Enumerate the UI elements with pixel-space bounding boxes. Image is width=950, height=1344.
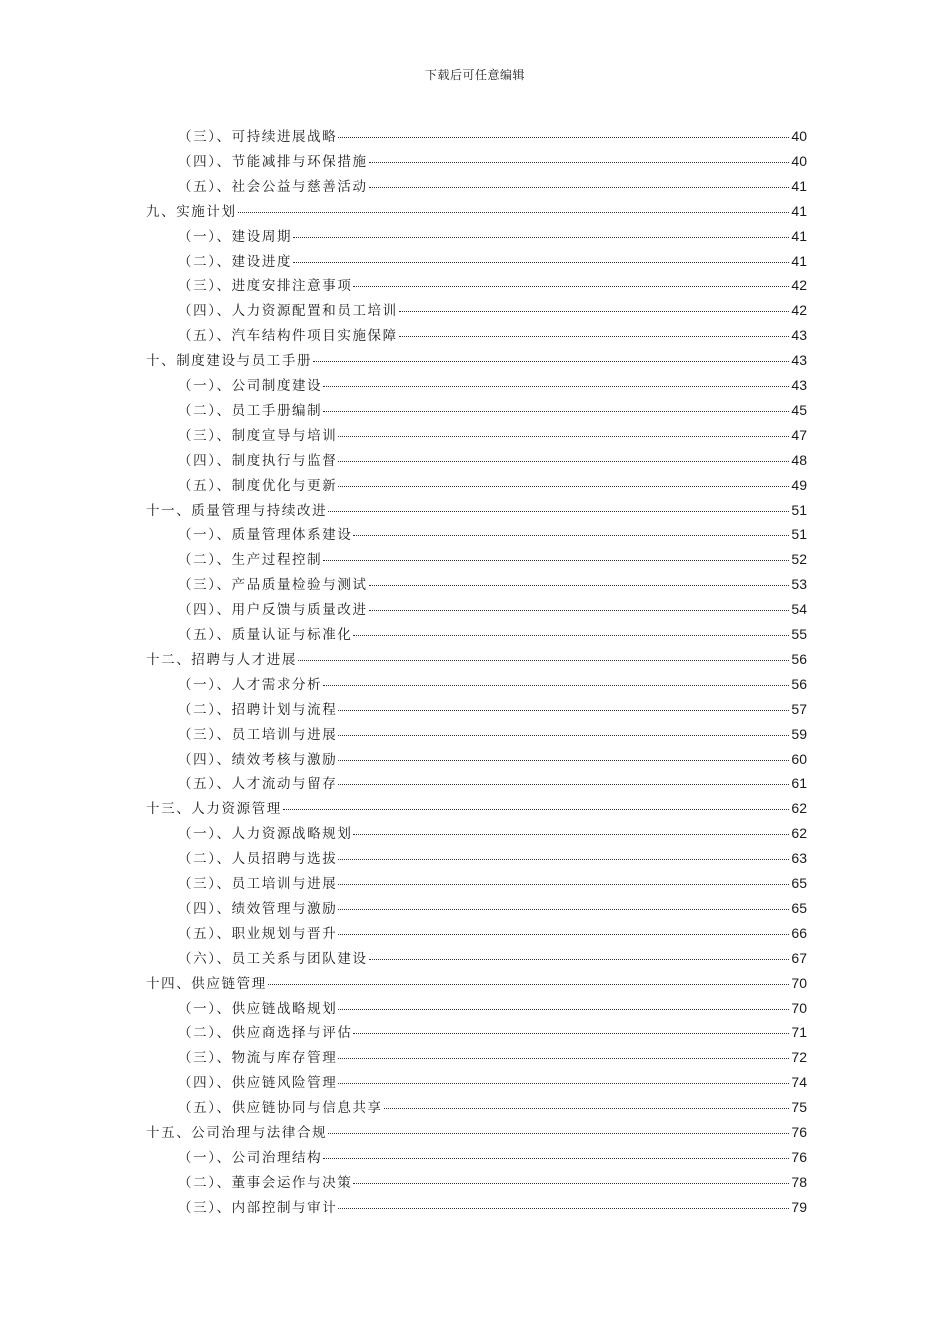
- toc-dot-leader: [353, 286, 789, 287]
- toc-section-entry[interactable]: [178, 873, 807, 893]
- toc-section-entry[interactable]: [178, 724, 807, 744]
- toc-page-number: 57: [791, 700, 807, 717]
- toc-chapter-entry[interactable]: [146, 973, 807, 993]
- toc-dot-leader: [338, 859, 789, 860]
- toc-page-number: 75: [791, 1099, 807, 1116]
- toc-page-number: 56: [791, 675, 807, 692]
- toc-chapter-entry[interactable]: [146, 798, 807, 818]
- toc-section-entry[interactable]: [178, 1147, 807, 1167]
- toc-page-number: 66: [791, 924, 807, 941]
- toc-section-entry[interactable]: [178, 1022, 807, 1042]
- toc-section-entry[interactable]: [178, 848, 807, 868]
- toc-page-number: 78: [791, 1173, 807, 1190]
- toc-chapter-entry[interactable]: [146, 1122, 807, 1142]
- toc-entry-label: （一）、公司制度建设: [178, 378, 323, 394]
- toc-page-number: 60: [791, 750, 807, 767]
- toc-page-number: 76: [791, 1124, 807, 1140]
- toc-page-number: 79: [791, 1198, 807, 1215]
- toc-dot-leader: [338, 486, 789, 487]
- toc-page-number: 41: [791, 227, 807, 244]
- toc-section-entry[interactable]: [178, 251, 807, 271]
- toc-page-number: 67: [791, 949, 807, 966]
- toc-dot-leader: [353, 1033, 789, 1034]
- toc-page-number: 70: [791, 999, 807, 1016]
- toc-section-entry[interactable]: [178, 524, 807, 544]
- toc-dot-leader: [338, 934, 789, 935]
- toc-dot-leader: [338, 436, 789, 437]
- toc-section-entry[interactable]: [178, 275, 807, 295]
- toc-page-number: 62: [791, 825, 807, 842]
- toc-entry-label: （四）、制度执行与监督: [178, 452, 338, 469]
- toc-entry-label: 十五、公司治理与法律合规: [146, 1125, 328, 1141]
- toc-entry-label: （四）、绩效考核与激励: [178, 751, 338, 768]
- toc-section-entry[interactable]: [178, 450, 807, 470]
- toc-dot-leader: [298, 660, 789, 661]
- toc-page-number: 51: [791, 526, 807, 543]
- toc-dot-leader: [338, 884, 789, 885]
- toc-section-entry[interactable]: [178, 1197, 807, 1217]
- toc-entry-label: （一）、人力资源战略规划: [178, 826, 353, 843]
- toc-section-entry[interactable]: [178, 151, 807, 171]
- toc-section-entry[interactable]: [178, 599, 807, 619]
- toc-dot-leader: [338, 710, 789, 711]
- toc-dot-leader: [338, 1009, 789, 1010]
- toc-entry-label: （二）、建设进度: [178, 253, 293, 270]
- toc-section-entry[interactable]: [178, 475, 807, 495]
- toc-section-entry[interactable]: [178, 998, 807, 1018]
- toc-section-entry[interactable]: [178, 375, 807, 395]
- toc-page-number: 72: [791, 1049, 807, 1066]
- toc-page-number: 74: [791, 1074, 807, 1091]
- toc-page-number: 40: [791, 152, 807, 169]
- toc-page-number: 45: [791, 401, 807, 418]
- toc-entry-label: （六）、员工关系与团队建设: [178, 950, 368, 967]
- toc-page-number: 76: [791, 1148, 807, 1165]
- toc-section-entry[interactable]: [178, 823, 807, 843]
- toc-dot-leader: [384, 1108, 790, 1109]
- toc-entry-label: （一）、供应链战略规划: [178, 1000, 338, 1017]
- toc-page-number: 65: [791, 875, 807, 891]
- toc-entry-label: （五）、供应链协同与信息共享: [178, 1100, 383, 1117]
- toc-entry-label: 十一、质量管理与持续改进: [146, 502, 328, 519]
- toc-dot-leader: [293, 237, 789, 238]
- toc-entry-label: 十、制度建设与员工手册: [146, 353, 313, 370]
- toc-page-number: 40: [791, 128, 807, 144]
- toc-entry-label: （三）、可持续进展战略: [178, 129, 338, 145]
- toc-page-number: 42: [791, 277, 807, 294]
- toc-entry-label: 九、实施计划: [146, 203, 237, 220]
- toc-page-number: 55: [791, 626, 807, 642]
- toc-page-number: 54: [791, 601, 807, 618]
- toc-dot-leader: [293, 262, 789, 263]
- toc-entry-label: （四）、供应链风险管理: [178, 1075, 338, 1092]
- toc-chapter-entry[interactable]: [146, 350, 807, 370]
- toc-page-number: 71: [791, 1024, 807, 1041]
- toc-page-number: 43: [791, 352, 807, 369]
- toc-section-entry[interactable]: [178, 325, 807, 345]
- toc-dot-leader: [328, 1133, 789, 1134]
- toc-entry-label: （四）、绩效管理与激励: [178, 900, 338, 917]
- toc-chapter-entry[interactable]: [146, 201, 807, 221]
- toc-entry-label: （三）、产品质量检验与测试: [178, 577, 368, 594]
- toc-chapter-entry[interactable]: [146, 649, 807, 669]
- toc-entry-label: （一）、人才需求分析: [178, 676, 323, 693]
- toc-dot-leader: [313, 361, 789, 362]
- toc-entry-label: （四）、节能减排与环保措施: [178, 153, 368, 170]
- toc-section-entry[interactable]: [178, 126, 807, 146]
- toc-dot-leader: [323, 386, 789, 387]
- toc-entry-label: （五）、职业规划与晋升: [178, 925, 338, 942]
- toc-dot-leader: [369, 187, 790, 188]
- toc-section-entry[interactable]: [178, 176, 807, 196]
- toc-section-entry[interactable]: [178, 674, 807, 694]
- toc-section-entry[interactable]: [178, 574, 807, 594]
- toc-entry-label: （四）、用户反馈与质量改进: [178, 602, 368, 619]
- toc-dot-leader: [338, 1208, 789, 1209]
- toc-entry-label: （三）、进度安排注意事项: [178, 278, 353, 295]
- toc-entry-label: （一）、公司治理结构: [178, 1149, 323, 1166]
- toc-dot-leader: [338, 909, 789, 910]
- toc-dot-leader: [338, 784, 789, 785]
- toc-entry-label: （五）、质量认证与标准化: [178, 627, 353, 643]
- toc-entry-label: （三）、物流与库存管理: [178, 1050, 338, 1067]
- toc-dot-leader: [338, 1083, 789, 1084]
- toc-dot-leader: [369, 610, 790, 611]
- toc-page-number: 62: [791, 800, 807, 817]
- toc-page-number: 61: [791, 775, 807, 792]
- toc-page-number: 63: [791, 850, 807, 867]
- toc-page-number: 41: [791, 177, 807, 194]
- toc-page-number: 42: [791, 302, 807, 319]
- toc-page-number: 47: [791, 426, 807, 443]
- toc-section-entry[interactable]: [178, 948, 807, 968]
- toc-section-entry[interactable]: [178, 749, 807, 769]
- toc-chapter-entry[interactable]: [146, 500, 807, 520]
- toc-entry-label: 十三、人力资源管理: [146, 801, 282, 818]
- toc-dot-leader: [338, 461, 789, 462]
- toc-entry-label: （三）、员工培训与进展: [178, 726, 338, 743]
- page-header: 下载后可任意编辑: [424, 68, 525, 82]
- toc-dot-leader: [353, 834, 789, 835]
- toc-section-entry[interactable]: [178, 699, 807, 719]
- toc-page-number: 49: [791, 476, 807, 493]
- toc-page-number: 59: [791, 725, 807, 742]
- toc-dot-leader: [369, 585, 790, 586]
- toc-page-number: 65: [791, 899, 807, 916]
- toc-dot-leader: [338, 735, 789, 736]
- toc-page-number: 56: [791, 650, 807, 667]
- toc-section-entry[interactable]: [178, 1097, 807, 1117]
- toc-section-entry[interactable]: [178, 923, 807, 943]
- toc-page-number: 52: [791, 551, 807, 568]
- toc-entry-label: （五）、汽车结构件项目实施保障: [178, 328, 398, 345]
- toc-section-entry[interactable]: [178, 773, 807, 793]
- toc-section-entry[interactable]: [178, 300, 807, 320]
- toc-entry-label: （二）、员工手册编制: [178, 402, 323, 419]
- toc-section-entry[interactable]: [178, 624, 807, 644]
- toc-entry-label: （五）、制度优化与更新: [178, 477, 338, 494]
- toc-entry-label: （二）、董事会运作与决策: [178, 1174, 353, 1191]
- toc-dot-leader: [399, 336, 790, 337]
- toc-dot-leader: [353, 535, 789, 536]
- toc-dot-leader: [338, 1058, 789, 1059]
- toc-entry-label: 十四、供应链管理: [146, 975, 267, 992]
- toc-entry-label: （四）、人力资源配置和员工培训: [178, 303, 398, 320]
- toc-entry-label: （三）、员工培训与进展: [178, 876, 338, 892]
- toc-entry-label: （二）、招聘计划与流程: [178, 701, 338, 718]
- toc-dot-leader: [323, 411, 789, 412]
- toc-entry-label: （二）、供应商选择与评估: [178, 1025, 353, 1042]
- toc-entry-label: （三）、制度宣导与培训: [178, 427, 338, 444]
- toc-page-number: 53: [791, 576, 807, 593]
- toc-dot-leader: [369, 959, 790, 960]
- toc-page-number: 41: [791, 252, 807, 269]
- toc-entry-label: （二）、生产过程控制: [178, 552, 323, 569]
- toc-page-number: 43: [791, 327, 807, 344]
- toc-page-number: 70: [791, 974, 807, 991]
- toc-dot-leader: [338, 137, 789, 138]
- toc-entry-label: （五）、人才流动与留存: [178, 776, 338, 793]
- toc-dot-leader: [323, 685, 789, 686]
- toc-dot-leader: [353, 635, 789, 636]
- toc-dot-leader: [338, 760, 789, 761]
- toc-dot-leader: [328, 511, 789, 512]
- toc-dot-leader: [323, 560, 789, 561]
- toc-entry-label: （一）、质量管理体系建设: [178, 527, 353, 544]
- toc-dot-leader: [323, 1158, 789, 1159]
- toc-section-entry[interactable]: [178, 400, 807, 420]
- toc-dot-leader: [353, 1183, 789, 1184]
- toc-dot-leader: [238, 212, 790, 213]
- toc-section-entry[interactable]: [178, 226, 807, 246]
- toc-page-number: 48: [791, 451, 807, 468]
- toc-page-number: 51: [791, 501, 807, 518]
- toc-page-number: 43: [791, 377, 807, 393]
- toc-dot-leader: [268, 984, 790, 985]
- toc-page-number: 41: [791, 202, 807, 219]
- toc-section-entry[interactable]: [178, 1172, 807, 1192]
- toc-section-entry[interactable]: [178, 1047, 807, 1067]
- toc-section-entry[interactable]: [178, 1072, 807, 1092]
- toc-section-entry[interactable]: [178, 425, 807, 445]
- toc-section-entry[interactable]: [178, 898, 807, 918]
- toc-entry-label: （五）、社会公益与慈善活动: [178, 178, 368, 195]
- toc-dot-leader: [369, 162, 790, 163]
- toc-entry-label: （三）、内部控制与审计: [178, 1199, 338, 1216]
- toc-entry-label: （二）、人员招聘与选拔: [178, 851, 338, 868]
- toc-entry-label: （一）、建设周期: [178, 228, 293, 245]
- toc-entry-label: 十二、招聘与人才进展: [146, 651, 297, 668]
- toc-dot-leader: [283, 809, 790, 810]
- toc-section-entry[interactable]: [178, 549, 807, 569]
- toc-dot-leader: [399, 311, 790, 312]
